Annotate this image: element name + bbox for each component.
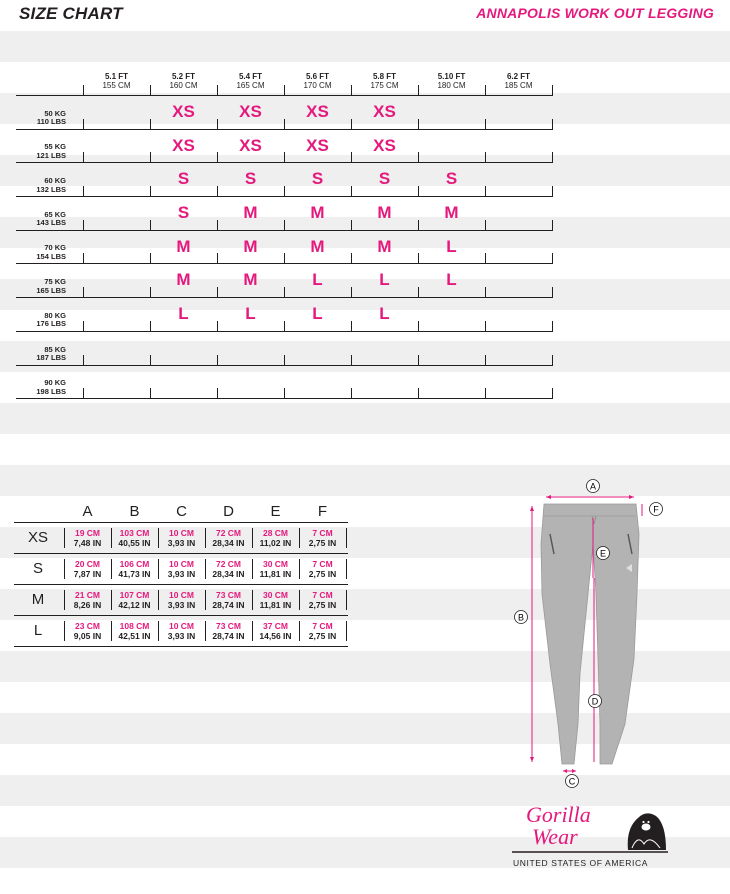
height-header-0 bbox=[83, 72, 150, 90]
marker-d-label: D bbox=[591, 696, 599, 707]
measurement-size: L bbox=[33, 622, 43, 639]
measurement-cell bbox=[112, 590, 157, 610]
marker-b-label: B bbox=[517, 612, 525, 623]
measurement-inch: 2,75 IN bbox=[308, 569, 337, 579]
measurement-col-b: B bbox=[129, 503, 140, 520]
size-cell: XS bbox=[239, 135, 262, 155]
measurement-cell bbox=[65, 528, 110, 548]
measurement-inch: 28,74 IN bbox=[212, 631, 245, 641]
size-cell: M bbox=[310, 203, 325, 223]
measurement-cell bbox=[206, 559, 251, 579]
measurement-cell bbox=[159, 559, 204, 579]
measurement-inch: 7,87 IN bbox=[73, 569, 102, 579]
size-cell: XS bbox=[373, 102, 396, 121]
weight-row bbox=[16, 130, 552, 164]
height-ft: 5.10 FT bbox=[437, 72, 466, 81]
size-cell: L bbox=[446, 236, 457, 256]
size-cell: M bbox=[377, 203, 392, 223]
measurement-header-row bbox=[14, 502, 348, 523]
weight-kg: 80 KG bbox=[44, 310, 66, 320]
measurement-row bbox=[14, 554, 348, 585]
weight-label bbox=[16, 379, 66, 396]
measurement-inch: 2,75 IN bbox=[308, 600, 337, 610]
height-header-5 bbox=[418, 72, 485, 90]
size-cell: XS bbox=[306, 102, 329, 121]
size-cell: XS bbox=[239, 102, 262, 121]
size-cell: S bbox=[445, 169, 458, 189]
height-ft: 5.1 FT bbox=[104, 72, 129, 81]
measurement-inch: 40,55 IN bbox=[118, 538, 151, 548]
size-cell: XS bbox=[172, 102, 195, 121]
header-bar bbox=[0, 0, 730, 28]
measurement-cell bbox=[65, 621, 110, 641]
legging-shape bbox=[541, 504, 639, 764]
size-cell: M bbox=[444, 203, 459, 223]
measurement-inch: 42,12 IN bbox=[118, 600, 151, 610]
measurement-size: XS bbox=[27, 529, 48, 546]
size-cell: L bbox=[379, 270, 390, 290]
weight-kg: 75 KG bbox=[44, 277, 66, 287]
measurement-cm: 30 CM bbox=[262, 559, 289, 569]
measurement-cm: 28 CM bbox=[262, 528, 289, 538]
size-cell: XS bbox=[172, 135, 195, 155]
size-cell: S bbox=[378, 169, 391, 189]
measurement-inch: 3,93 IN bbox=[167, 538, 196, 548]
weight-kg: 65 KG bbox=[44, 209, 66, 219]
measurement-cm: 30 CM bbox=[262, 590, 289, 600]
weight-label bbox=[16, 312, 66, 329]
size-cell: L bbox=[245, 304, 256, 324]
size-cell: M bbox=[310, 236, 325, 256]
measurement-cm: 20 CM bbox=[74, 559, 101, 569]
height-cm: 180 CM bbox=[437, 81, 466, 90]
measurement-cm: 73 CM bbox=[215, 590, 242, 600]
measurement-cell bbox=[112, 528, 157, 548]
measurement-cell bbox=[65, 559, 110, 579]
measurement-col-f: F bbox=[317, 503, 328, 520]
measurement-cm: 7 CM bbox=[312, 559, 333, 569]
measurement-inch: 42,51 IN bbox=[118, 631, 151, 641]
weight-row bbox=[16, 332, 552, 366]
measurement-cm: 21 CM bbox=[74, 590, 101, 600]
measurement-inch: 41,73 IN bbox=[118, 569, 151, 579]
measurement-inch: 11,81 IN bbox=[259, 600, 292, 610]
measurement-cm: 10 CM bbox=[168, 559, 195, 569]
height-cm: 185 CM bbox=[504, 81, 533, 90]
weight-lbs: 165 LBS bbox=[36, 285, 66, 295]
height-ft: 5.4 FT bbox=[238, 72, 263, 81]
weight-label bbox=[16, 177, 66, 194]
weight-kg: 70 KG bbox=[44, 243, 66, 253]
weight-kg: 50 KG bbox=[44, 108, 66, 118]
size-cell: S bbox=[177, 169, 190, 189]
weight-lbs: 121 LBS bbox=[36, 150, 66, 160]
weight-lbs: 198 LBS bbox=[36, 386, 66, 396]
marker-c-label: C bbox=[568, 776, 576, 787]
measurement-inch: 3,93 IN bbox=[167, 631, 196, 641]
size-cell: M bbox=[176, 236, 191, 256]
logo-text-gorilla: Gorilla bbox=[526, 802, 591, 827]
weight-label bbox=[16, 211, 66, 228]
weight-label bbox=[16, 278, 66, 295]
measurement-cell bbox=[253, 528, 298, 548]
measurement-cm: 103 CM bbox=[119, 528, 150, 538]
height-header-row bbox=[16, 68, 552, 96]
weight-kg: 85 KG bbox=[44, 344, 66, 354]
measurement-cell bbox=[253, 621, 298, 641]
measurement-cm: 108 CM bbox=[119, 621, 150, 631]
measurement-cell bbox=[65, 590, 110, 610]
measurement-table bbox=[14, 502, 348, 647]
weight-row bbox=[16, 96, 552, 130]
weight-lbs: 187 LBS bbox=[36, 353, 66, 362]
measurement-cell bbox=[159, 528, 204, 548]
gorilla-icon bbox=[628, 813, 666, 850]
size-cell: XS bbox=[306, 135, 329, 155]
size-cell: L bbox=[178, 304, 189, 324]
measurement-inch: 28,34 IN bbox=[212, 569, 245, 579]
height-header-3 bbox=[284, 72, 351, 90]
weight-kg: 90 KG bbox=[44, 378, 66, 388]
product-name: ANNAPOLIS WORK OUT LEGGING bbox=[476, 5, 714, 21]
measurement-inch: 3,93 IN bbox=[167, 600, 196, 610]
measurement-inch: 9,05 IN bbox=[73, 631, 102, 641]
measurement-col-a: A bbox=[82, 503, 93, 520]
measurement-cm: 107 CM bbox=[119, 590, 150, 600]
measurement-size: S bbox=[32, 560, 43, 577]
measurement-row bbox=[14, 585, 348, 616]
weight-label bbox=[16, 143, 66, 160]
height-header-1 bbox=[150, 72, 217, 90]
height-ft: 5.2 FT bbox=[171, 72, 196, 81]
measurement-col-d: D bbox=[223, 503, 234, 520]
measurement-cm: 106 CM bbox=[119, 559, 150, 569]
page-title: SIZE CHART bbox=[19, 4, 123, 23]
size-cell: L bbox=[379, 304, 390, 324]
measurement-inch: 2,75 IN bbox=[308, 538, 337, 548]
measurement-row bbox=[14, 616, 348, 647]
measurement-inch: 3,93 IN bbox=[167, 569, 196, 579]
height-cm: 175 CM bbox=[370, 81, 399, 90]
weight-label bbox=[16, 346, 66, 363]
weight-kg: 55 KG bbox=[44, 142, 66, 152]
size-chart-grid bbox=[16, 68, 552, 399]
size-cell: L bbox=[312, 304, 323, 324]
height-ft: 5.8 FT bbox=[372, 72, 397, 81]
logo-text-wear: Wear bbox=[532, 824, 578, 849]
height-cm: 155 CM bbox=[102, 81, 131, 90]
measurement-cell bbox=[112, 621, 157, 641]
measurement-inch: 8,26 IN bbox=[73, 600, 102, 610]
size-cell: S bbox=[311, 169, 324, 189]
measurement-cm: 7 CM bbox=[312, 621, 333, 631]
size-cell: L bbox=[446, 270, 457, 290]
weight-label bbox=[16, 110, 66, 127]
weight-lbs: 132 LBS bbox=[36, 184, 66, 194]
measurement-cell bbox=[159, 621, 204, 641]
measurement-inch: 11,02 IN bbox=[259, 538, 292, 548]
measurement-cm: 10 CM bbox=[168, 590, 195, 600]
weight-row bbox=[16, 163, 552, 197]
height-cm: 165 CM bbox=[236, 81, 265, 90]
measurement-cell bbox=[206, 590, 251, 610]
weight-lbs: 154 LBS bbox=[36, 251, 66, 261]
measurement-inch: 2,75 IN bbox=[308, 631, 337, 641]
measurement-cell bbox=[253, 590, 298, 610]
size-cell: L bbox=[312, 270, 323, 290]
measurement-inch: 7,48 IN bbox=[73, 538, 102, 548]
measurement-inch: 28,34 IN bbox=[212, 538, 245, 548]
measurement-cell bbox=[300, 528, 345, 548]
size-cell: M bbox=[176, 270, 191, 290]
weight-row bbox=[16, 197, 552, 231]
measurement-cm: 10 CM bbox=[168, 528, 195, 538]
height-ft: 5.6 FT bbox=[305, 72, 330, 81]
weight-lbs: 176 LBS bbox=[36, 319, 66, 329]
height-cm: 160 CM bbox=[169, 81, 198, 90]
measurement-cell bbox=[300, 590, 345, 610]
size-cell: S bbox=[244, 169, 257, 189]
measurement-cm: 72 CM bbox=[215, 559, 242, 569]
measurement-cell bbox=[159, 590, 204, 610]
height-header-4 bbox=[351, 72, 418, 90]
weight-kg: 60 KG bbox=[44, 176, 66, 186]
measurement-inch: 11,81 IN bbox=[259, 569, 292, 579]
weight-lbs: 143 LBS bbox=[36, 218, 66, 228]
size-cell: M bbox=[243, 270, 258, 290]
measurement-col-e: E bbox=[270, 503, 281, 520]
size-cell: XS bbox=[373, 135, 396, 155]
size-cell: M bbox=[243, 203, 258, 223]
height-header-6 bbox=[485, 72, 552, 90]
weight-lbs: 110 LBS bbox=[36, 117, 66, 127]
measurement-size: M bbox=[31, 591, 45, 608]
measurement-cell bbox=[206, 621, 251, 641]
measurement-cell bbox=[253, 559, 298, 579]
weight-label bbox=[16, 244, 66, 261]
measurement-cell bbox=[300, 559, 345, 579]
measurement-cell bbox=[300, 621, 345, 641]
logo-tagline: UNITED STATES OF AMERICA bbox=[513, 858, 648, 868]
measurement-cm: 23 CM bbox=[74, 621, 101, 631]
measurement-inch: 28,74 IN bbox=[212, 600, 245, 610]
measurement-cm: 73 CM bbox=[215, 621, 242, 631]
measurement-row bbox=[14, 523, 348, 554]
size-cell: S bbox=[177, 203, 190, 223]
marker-f-label: F bbox=[653, 504, 659, 515]
measurement-inch: 14,56 IN bbox=[259, 631, 292, 641]
weight-row bbox=[16, 231, 552, 265]
size-cell: M bbox=[377, 236, 392, 256]
size-cell: M bbox=[243, 236, 258, 256]
measurement-cm: 10 CM bbox=[168, 621, 195, 631]
legging-diagram bbox=[508, 474, 668, 794]
height-header-2 bbox=[217, 72, 284, 90]
height-cm: 170 CM bbox=[303, 81, 332, 90]
weight-row bbox=[16, 298, 552, 332]
measurement-cm: 72 CM bbox=[215, 528, 242, 538]
measurement-cm: 37 CM bbox=[262, 621, 289, 631]
marker-a-label: A bbox=[589, 481, 597, 492]
height-ft: 6.2 FT bbox=[506, 72, 531, 81]
weight-row bbox=[16, 264, 552, 298]
measurement-cell bbox=[112, 559, 157, 579]
weight-row bbox=[16, 366, 552, 400]
measurement-cell bbox=[206, 528, 251, 548]
measurement-cm: 7 CM bbox=[312, 590, 333, 600]
marker-e-label: E bbox=[599, 548, 607, 559]
measurement-cm: 7 CM bbox=[312, 528, 333, 538]
measurement-cm: 19 CM bbox=[74, 528, 101, 538]
measurement-col-c: C bbox=[176, 503, 187, 520]
